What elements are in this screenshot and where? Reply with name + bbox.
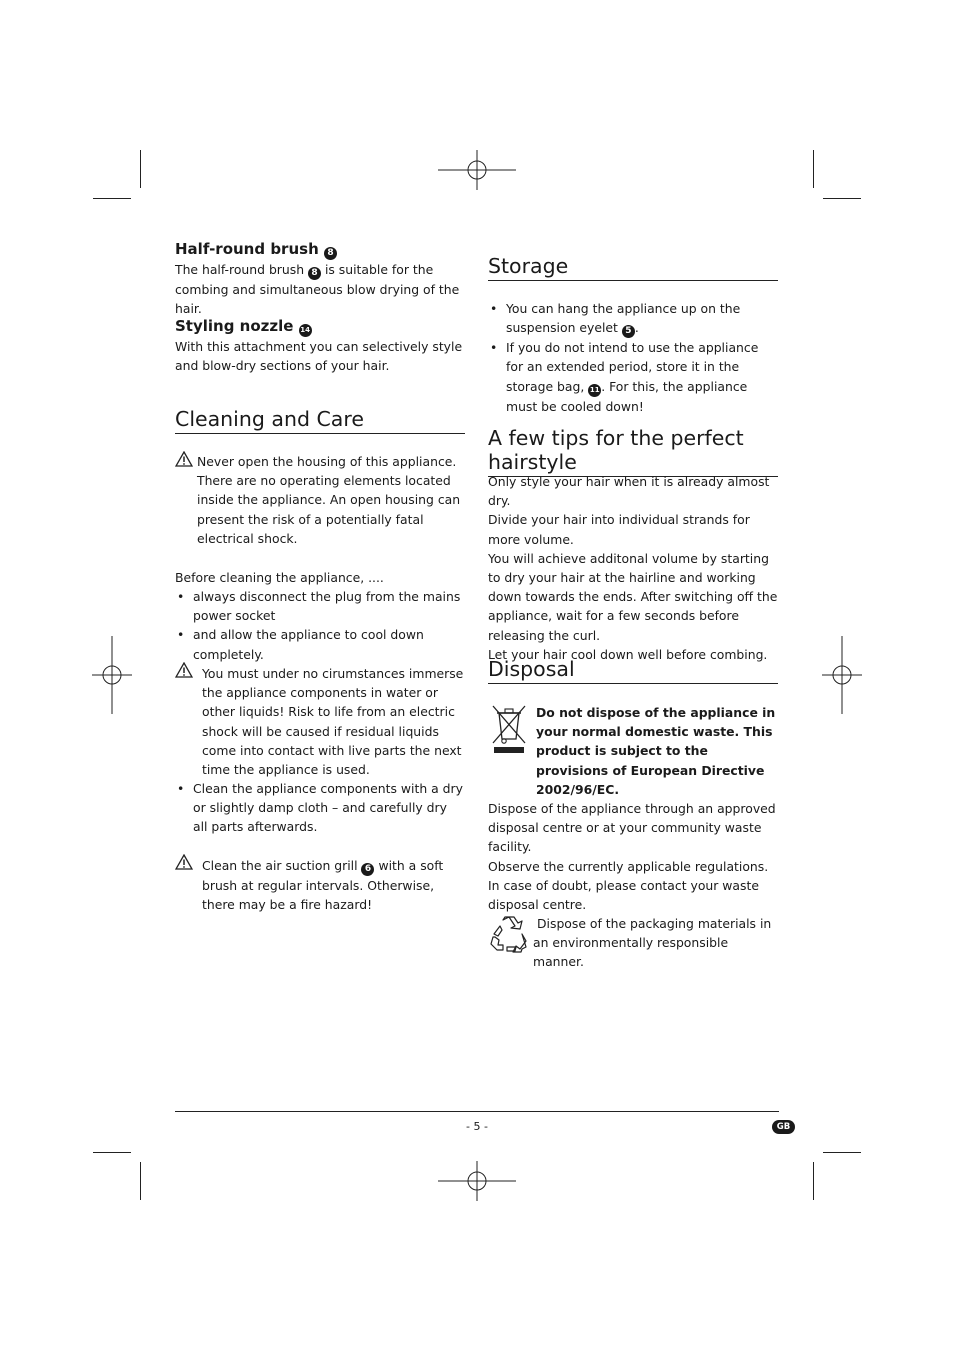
- country-badge: GB: [772, 1120, 795, 1134]
- styling-nozzle-heading: Styling nozzle 14: [175, 317, 311, 335]
- tips-paragraph: Let your hair cool down well before combing.: [488, 646, 768, 662]
- registration-mark-left: [92, 636, 132, 714]
- tips-body: [488, 472, 780, 664]
- disposal-bold-notice: Do not dispose of the appliance in your normal domestic waste. This product is subject to the provisions of European Directive 2002/96/EC.: [536, 705, 776, 797]
- cleaning-steps-list: [175, 587, 465, 664]
- disposal-paragraph: Dispose of the appliance through an approved disposal centre or at your community waste facility.: [488, 801, 776, 855]
- ref-badge: 14: [299, 324, 312, 337]
- cleaning-dry-list: [175, 779, 465, 837]
- ref-badge: 8: [308, 267, 321, 280]
- half-round-brush-heading: Half-round brush 8: [175, 240, 337, 260]
- warning-triangle-icon: [175, 854, 193, 870]
- disposal-paragraph: In case of doubt, please contact your waste disposal centre.: [488, 877, 759, 913]
- page-number: - 5 -: [466, 1120, 488, 1133]
- disposal-heading: Disposal: [488, 657, 778, 684]
- cleaning-heading: Cleaning and Care: [175, 407, 465, 434]
- cleaning-warning-housing: Never open the housing of this appliance. There are no operating elements located inside the appliance. An open housing can present the risk of a potentially fatal electrical shock.: [197, 454, 461, 546]
- cleaning-warning-grill: Clean the air suction grill 6 with a soft brush at regular intervals. Otherwise, there may be a fire hazard!: [202, 858, 444, 913]
- ref-badge: 5: [622, 325, 635, 338]
- warning-triangle-icon: [175, 662, 193, 678]
- cleaning-intro: Before cleaning the appliance, ....: [175, 570, 384, 585]
- tips-paragraph: You will achieve additonal volume by starting to dry your hair at the hairline and working down towards the ends. After switching off the appliance, wait for a few seconds before releasing the curl.: [488, 550, 778, 643]
- ref-badge: 6: [361, 863, 374, 876]
- list-item: • and allow the appliance to cool down completely.: [175, 625, 465, 663]
- ref-badge: 11: [588, 384, 601, 397]
- ref-badge: 8: [324, 247, 337, 260]
- registration-mark-right: [822, 636, 862, 714]
- disposal-body: [488, 799, 780, 914]
- tips-paragraph: Only style your hair when it is already almost dry.: [488, 474, 770, 509]
- styling-nozzle-text: With this attachment you can selectively style and blow-dry sections of your hair.: [175, 339, 463, 374]
- footer-rule: [175, 1111, 779, 1112]
- tips-paragraph: Divide your hair into individual strands for more volume.: [488, 512, 750, 547]
- recycle-icon: [489, 914, 529, 954]
- list-item: • Clean the appliance components with a dry or slightly damp cloth – and carefully dry all parts afterwards.: [175, 779, 465, 837]
- tips-heading: A few tips for the perfect hairstyle: [488, 426, 778, 477]
- cleaning-warning-immerse: You must under no cirumstances immerse the appliance components in water or other liquids! Risk to life from an electric shock will be caused if residual liquids come into contact with live parts the next time the appliance is used.: [202, 666, 464, 778]
- disposal-paragraph: Observe the currently applicable regulations.: [488, 858, 769, 874]
- storage-list: [488, 299, 778, 416]
- storage-heading: Storage: [488, 254, 778, 281]
- half-round-brush-text: The half-round brush 8 is suitable for the combing and simultaneous blow drying of the hair.: [175, 262, 460, 317]
- list-item: • You can hang the appliance up on the suspension eyelet 5 .: [488, 299, 778, 338]
- crossed-out-wheelie-bin-icon: [490, 703, 528, 755]
- list-item: • If you do not intend to use the appliance for an extended period, store it in the storage bag, 11 . For this, the appliance must be cooled down!: [488, 338, 778, 416]
- registration-mark-top: [437, 150, 517, 190]
- registration-mark-bottom: [437, 1161, 517, 1201]
- warning-triangle-icon: [175, 451, 193, 467]
- list-item: • always disconnect the plug from the mains power socket: [175, 587, 465, 625]
- packaging-disposal-text: Dispose of the packaging materials in an environmentally responsible manner.: [533, 916, 772, 970]
